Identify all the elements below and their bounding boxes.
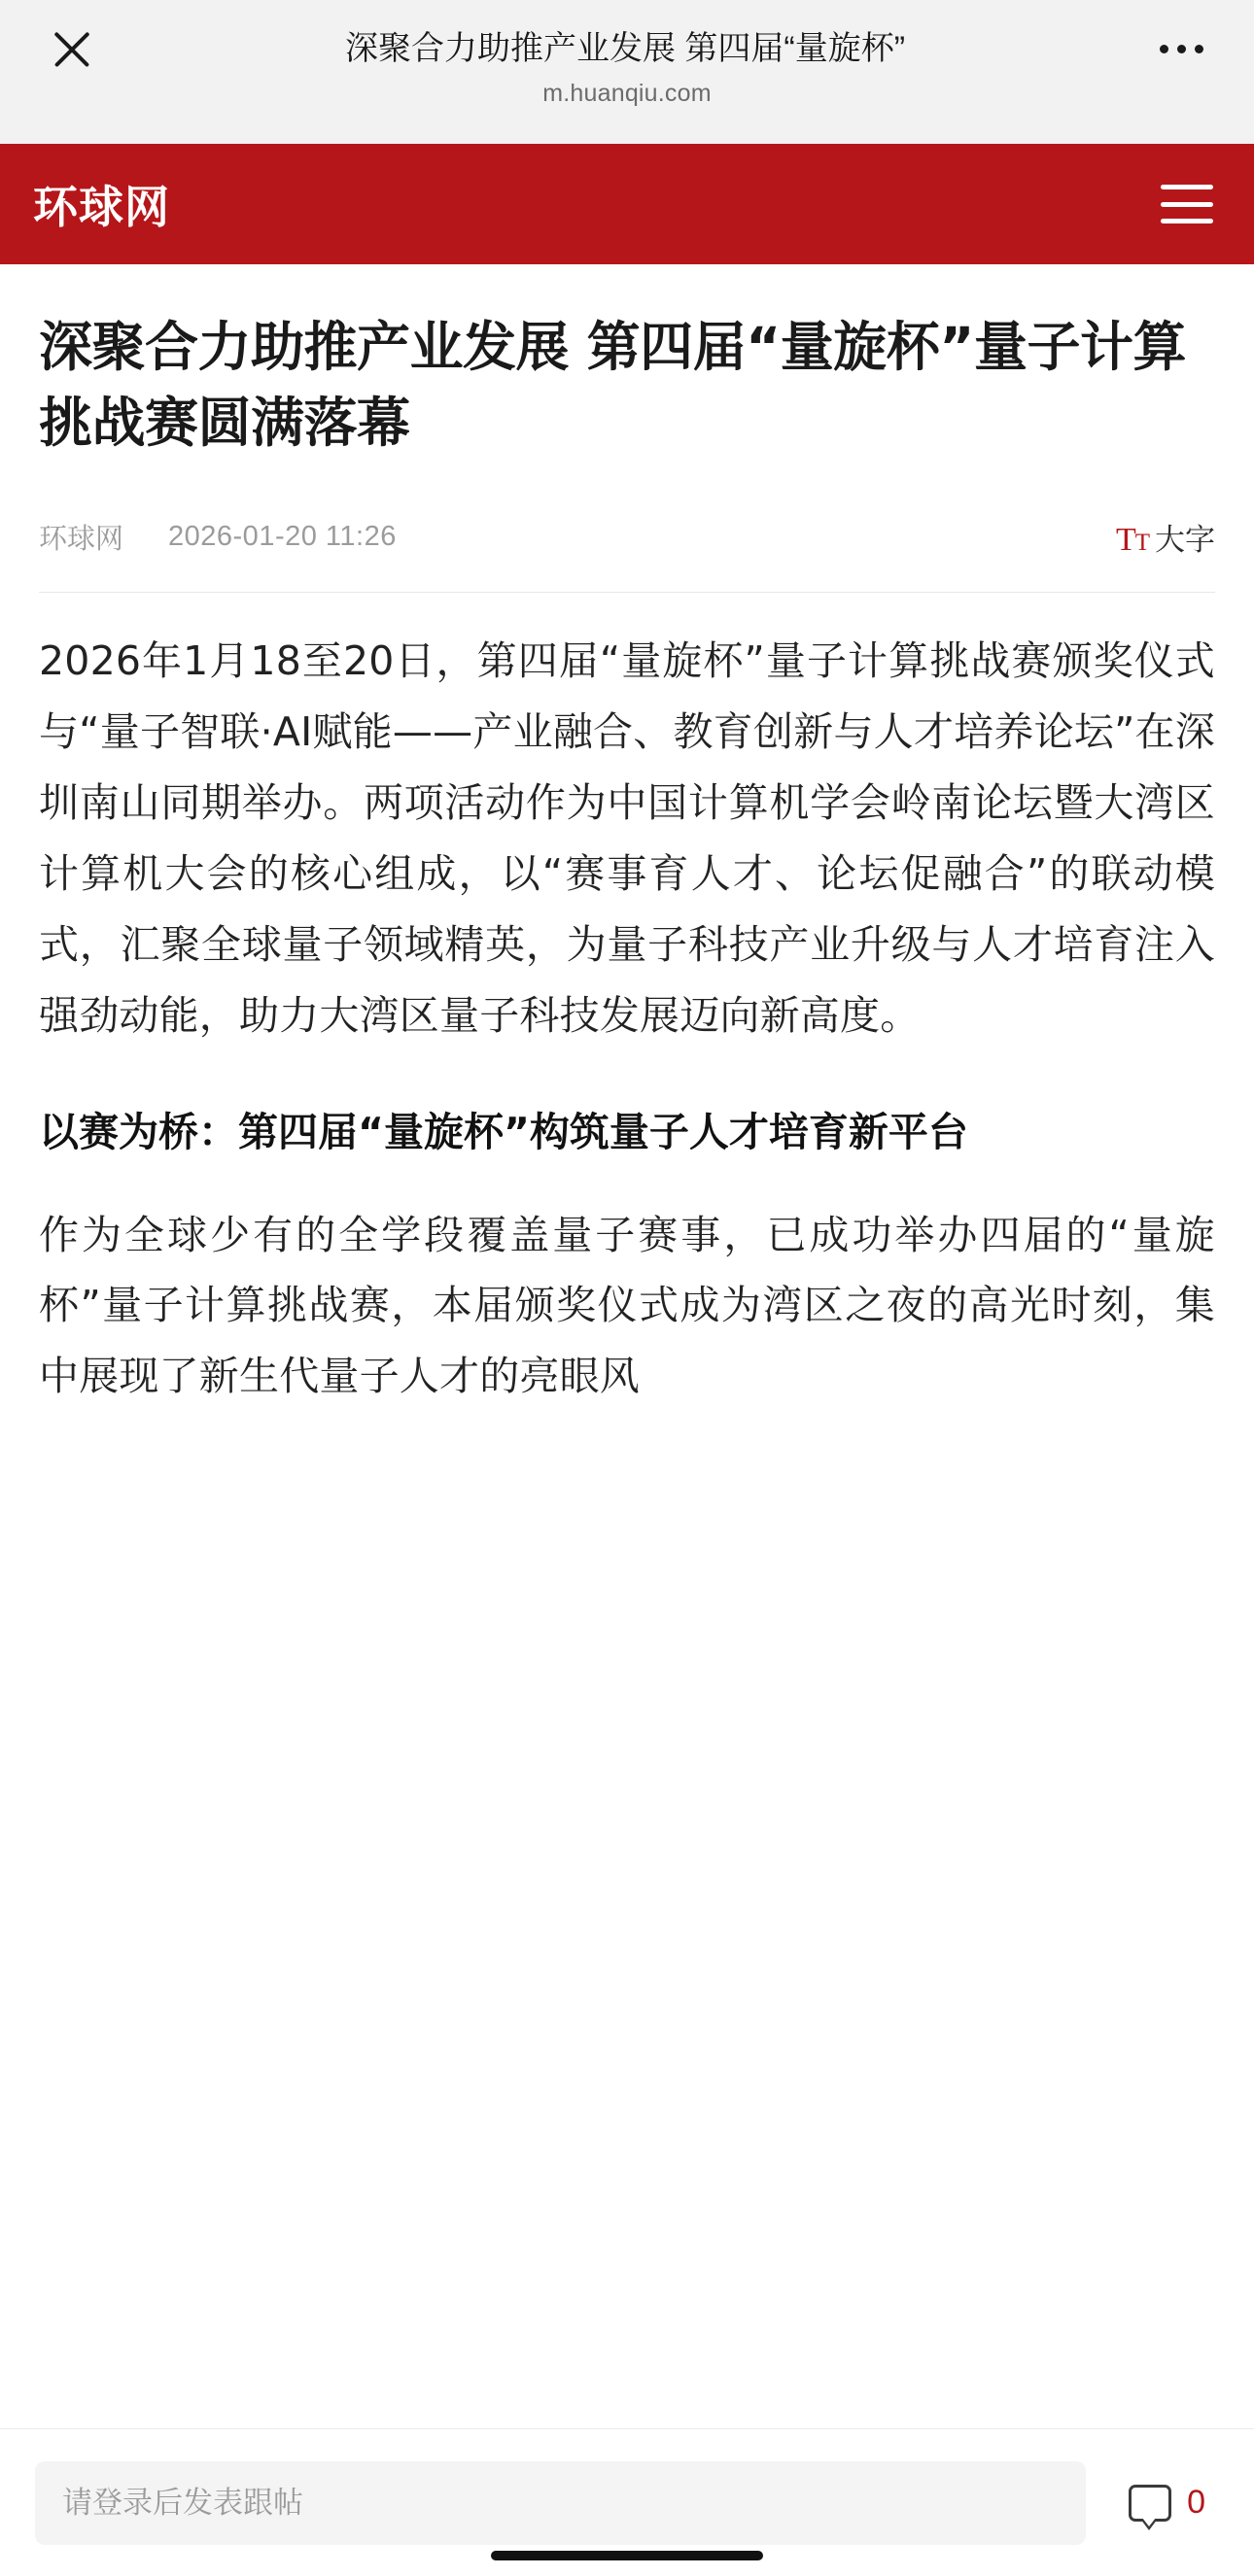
site-header — [0, 144, 1254, 264]
hamburger-icon[interactable] — [1157, 179, 1217, 229]
divider — [39, 592, 1215, 593]
page-title: 深聚合力助推产业发展 第四届“量旋杯”量子计算挑战赛圆满落幕 — [39, 316, 1186, 455]
hamburger-line — [1161, 202, 1213, 207]
more-icon[interactable] — [1147, 17, 1215, 80]
article-source: 环球网 — [39, 524, 124, 556]
comment-count-value: 0 — [1187, 2484, 1205, 2521]
hamburger-line — [1161, 185, 1213, 189]
comment-bubble-icon — [1129, 2485, 1171, 2522]
article-meta — [39, 515, 1215, 559]
article-paragraph: 2026年1月18至20日，第四届“量旋杯”量子计算挑战赛颁奖仪式与“量子智联·AI赋能——产业融合、教育创新与人才培养论坛”在深圳南山同期举办。两项活动作为中国计算机学会岭南论坛暨大湾区计算机大会的核心组成，以“赛事育人才、论坛促融合”的联动模式，汇聚全球量子领域精英，为量子科技产业升级与人才培育注入强劲动能，助力大湾区量子科技发展迈向新高度。 — [39, 637, 1215, 1040]
browser-url: m.huanqiu.com — [542, 80, 712, 107]
comment-count-button[interactable] — [1129, 2484, 1205, 2522]
more-dot — [1160, 45, 1168, 53]
article-paragraph: 作为全球少有的全学段覆盖量子赛事，已成功举办四届的“量旋杯”量子计算挑战赛，本届颁奖仪式成为湾区之夜的高光时刻，集中展现了新生代量子人才的亮眼风 — [39, 1211, 1215, 1400]
home-indicator — [491, 2551, 763, 2560]
browser-chrome — [0, 0, 1254, 144]
hamburger-line — [1161, 219, 1213, 223]
font-size-button[interactable] — [1116, 515, 1215, 559]
comment-input[interactable] — [35, 2461, 1086, 2545]
article-timestamp: 2026-01-20 11:26 — [168, 521, 397, 553]
close-icon[interactable] — [41, 17, 103, 80]
site-logo[interactable]: 环球网 — [33, 181, 170, 233]
more-dot — [1195, 45, 1203, 53]
article-subheading: 以赛为桥：第四届“量旋杯”构筑量子人才培育新平台 — [39, 1109, 968, 1155]
article-container — [0, 264, 1254, 2576]
font-size-icon: TT — [1115, 522, 1149, 559]
font-size-label: 大字 — [1155, 523, 1215, 558]
browser-page-title: 深聚合力助推产业发展 第四届“量旋杯” — [344, 30, 906, 67]
more-dot — [1177, 45, 1186, 53]
